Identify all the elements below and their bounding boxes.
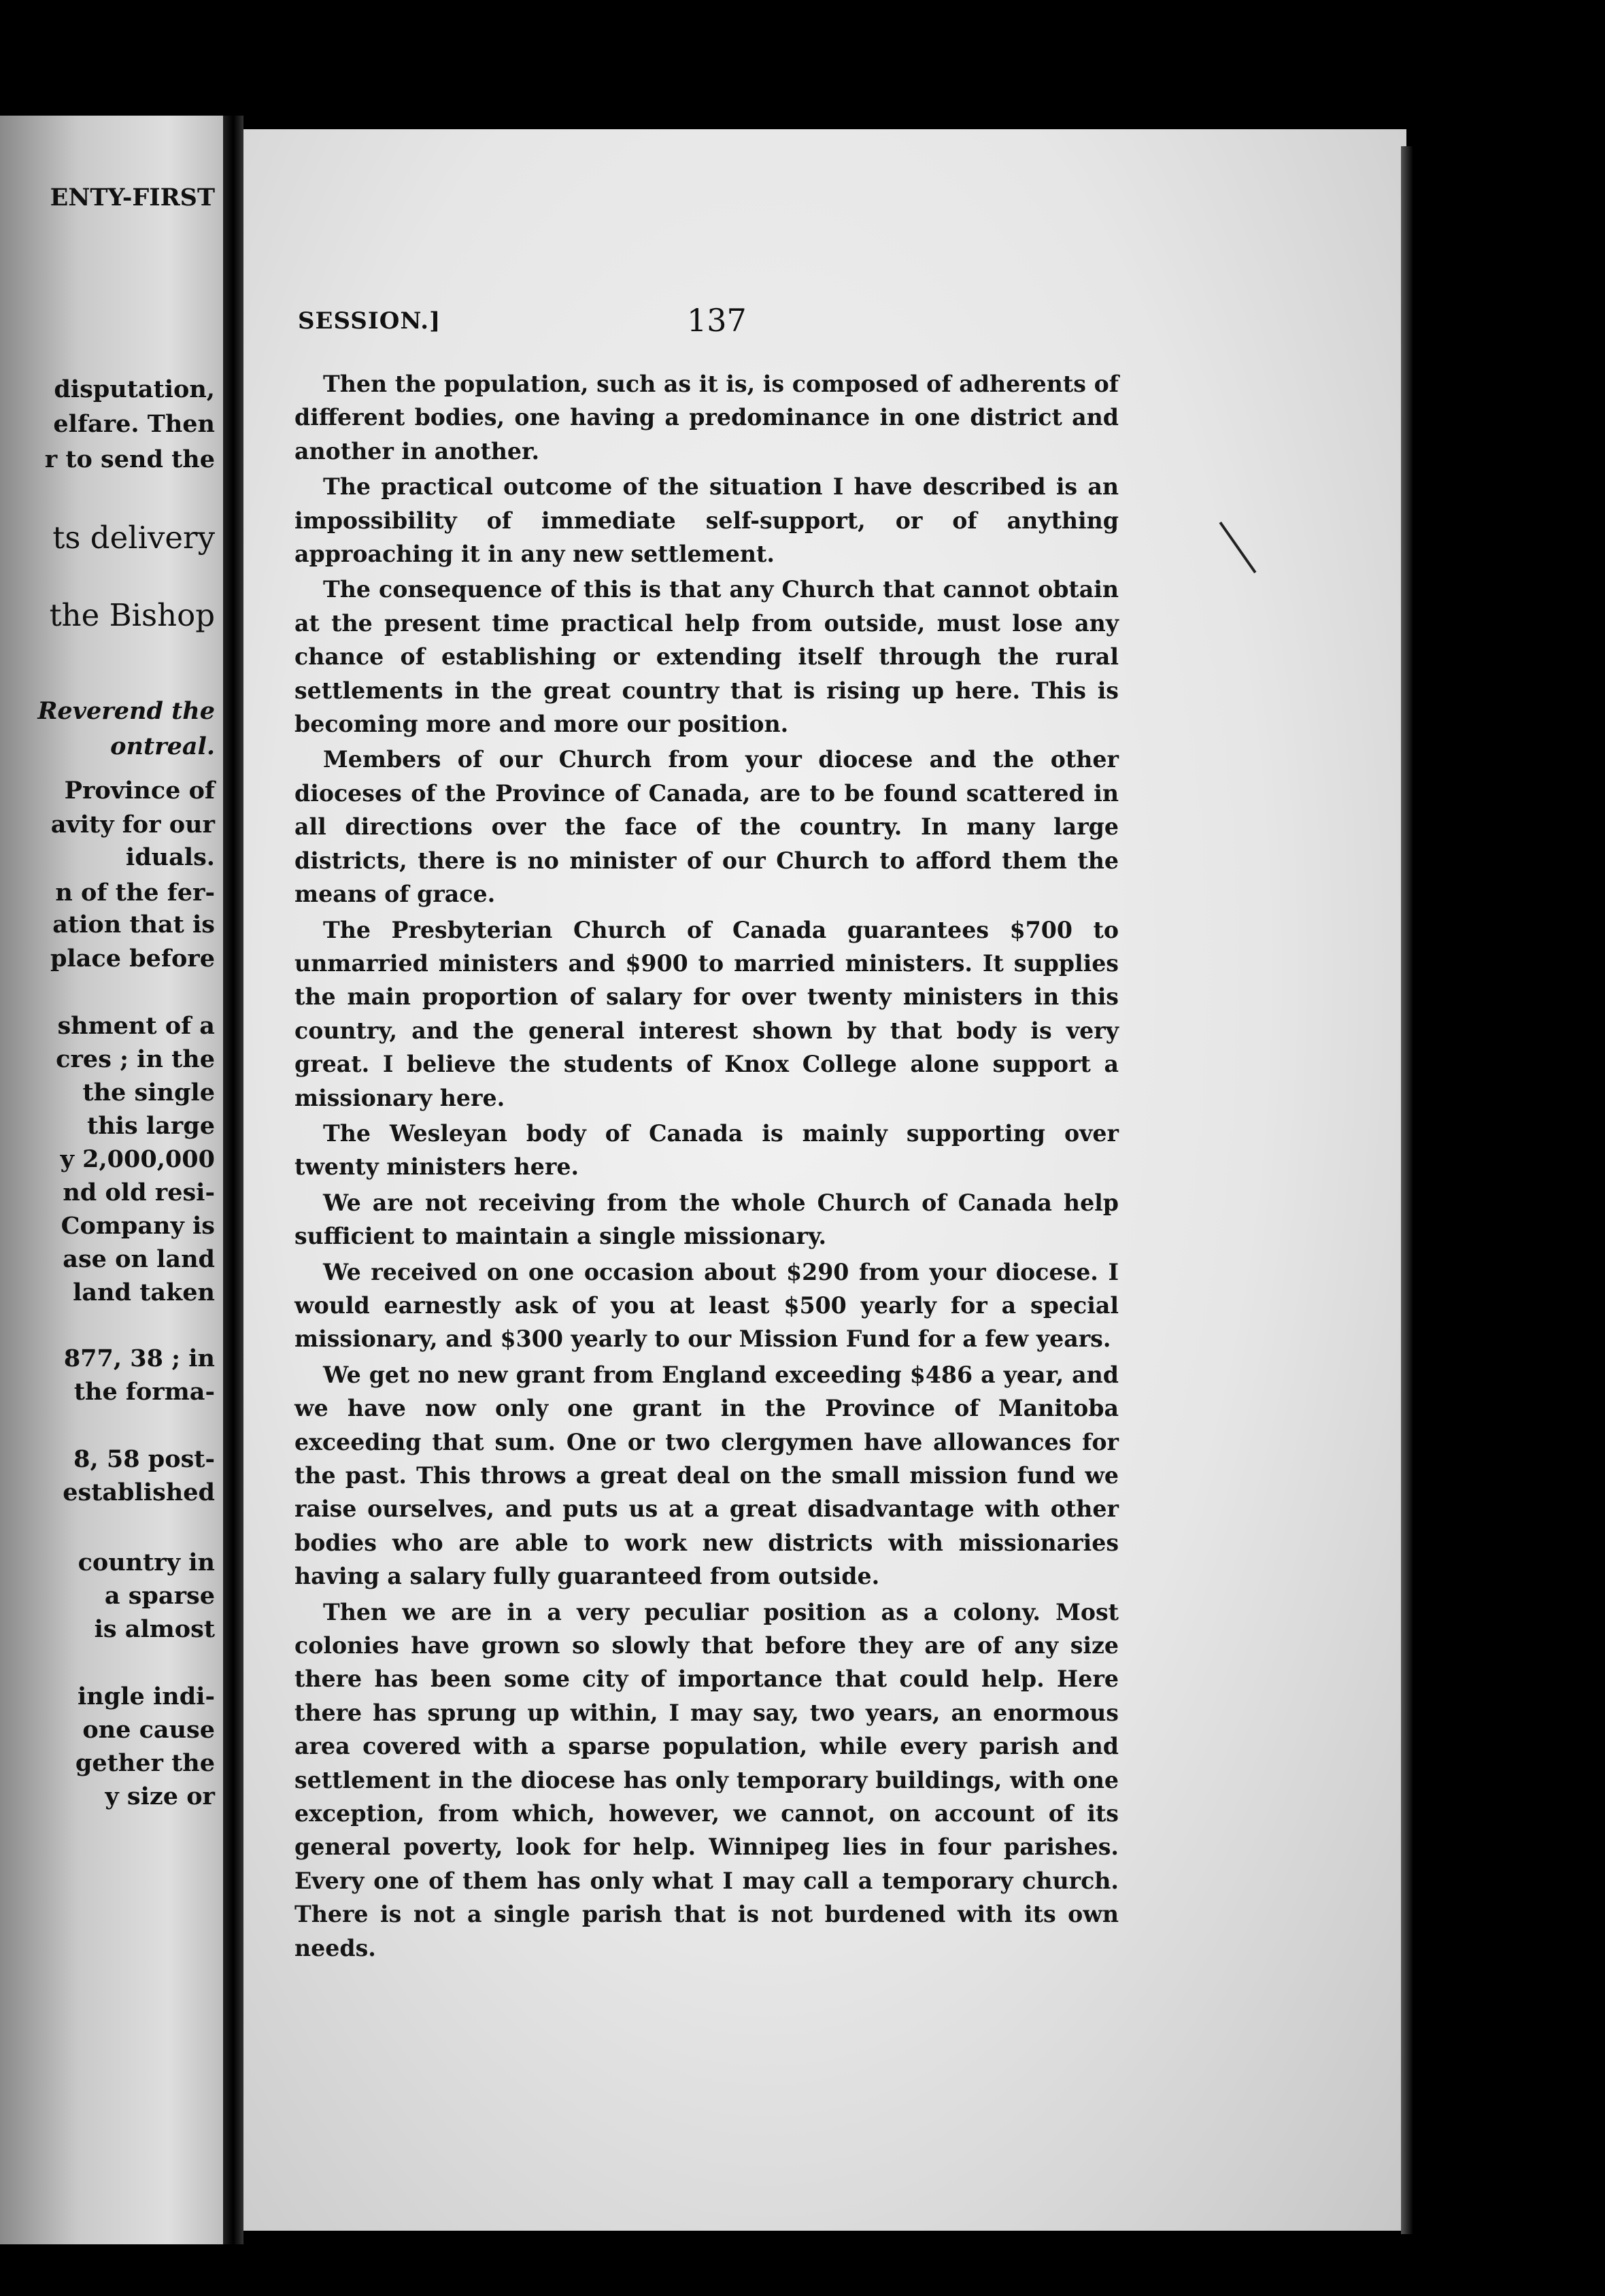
page-header — [298, 302, 1304, 348]
facing-page-line: ation that is — [52, 911, 215, 939]
paragraph: We are not receiving from the whole Church of Canada help sufficient to maintain a single missionary. — [294, 1189, 1119, 1250]
paragraph: The Presbyterian Church of Canada guarantees $700 to unmarried ministers and $900 to married ministers. It supplies the main proportion of salary for over twenty ministers in this country, and the general interest shown by that body is very great. I believe the students of Knox College alone support a missionary here. — [294, 916, 1119, 1111]
facing-page-line: ENTY-FIRST — [50, 184, 215, 212]
facing-page-line: place before — [50, 945, 215, 973]
facing-page-line: disputation, — [54, 375, 215, 403]
document-page — [243, 129, 1406, 2231]
paragraph: Then we are in a very peculiar position as a colony. Most colonies have grown so slowly that before they are of any size there has been some city of importance that could help. Here there has sprung up within, I may say, two years, an enormous area covered with a sparse population, while every parish and settlement in the diocese has only temporary buildings, with one exception, from which, however, we cannot, on account of its general poverty, look for help. Winnipeg lies in four parishes. Every one of them has only what I may call a temporary church. There is not a single parish that is not burdened with its own needs. — [294, 1598, 1119, 1961]
facing-page-line: established — [63, 1479, 215, 1506]
facing-page-line: the forma- — [73, 1378, 215, 1406]
facing-page-line: n of the fer- — [55, 879, 215, 907]
ink-blot — [647, 129, 670, 131]
page-edge-shadow — [1401, 146, 1413, 2234]
facing-page-line: the single — [82, 1079, 215, 1107]
running-head: SESSION.] — [298, 307, 441, 335]
facing-page-line: is almost — [94, 1615, 215, 1643]
facing-page-line: ts delivery — [52, 520, 215, 556]
paragraph: The practical outcome of the situation I have described is an impossibility of immediate self-support, or of anything approaching it in any new settlement. — [294, 473, 1119, 568]
facing-page-line: a sparse — [104, 1582, 215, 1610]
facing-page-line: shment of a — [57, 1012, 215, 1040]
facing-page-line: y 2,000,000 — [60, 1145, 215, 1173]
facing-page-line: land taken — [73, 1279, 215, 1306]
facing-page-line: elfare. Then — [53, 410, 215, 438]
facing-page-line: ase on land — [63, 1245, 215, 1273]
facing-page-line: one cause — [82, 1716, 215, 1744]
facing-page — [0, 116, 224, 2244]
facing-page-line: r to send the — [44, 445, 215, 473]
paragraph: The consequence of this is that any Church that cannot obtain at the present time practical help from outside, must lose any chance of establishing or extending itself through the rural settlements in the great country that is rising up here. This is becoming more and more our position. — [294, 576, 1119, 738]
paragraph: We received on one occasion about $290 from your diocese. I would earnestly ask of you at least $500 yearly for a special missionary, and $300 yearly to our Mission Fund for a few years. — [294, 1258, 1119, 1353]
page-gutter — [223, 116, 243, 2244]
facing-page-line: 877, 38 ; in — [63, 1345, 215, 1372]
body-text — [294, 367, 1119, 1967]
facing-page-line: nd old resi- — [63, 1179, 215, 1206]
facing-page-line: Province of — [64, 777, 215, 805]
paragraph: The Wesleyan body of Canada is mainly supporting over twenty ministers here. — [294, 1119, 1119, 1181]
facing-page-line: this large — [87, 1112, 215, 1140]
facing-page-line: iduals. — [125, 843, 215, 871]
facing-page-line: 8, 58 post- — [73, 1445, 215, 1473]
facing-page-line: country in — [78, 1549, 215, 1576]
paragraph: Then the population, such as it is, is composed of adherents of different bodies, one having a predominance in one district and another in another. — [294, 371, 1119, 465]
facing-page-line: Company is — [61, 1212, 215, 1240]
paragraph: Members of our Church from your diocese and the other dioceses of the Province of Canada, are to be found scattered in all directions over the face of the country. In many large districts, there is no minister of our Church to afford them the means of grace. — [294, 746, 1119, 908]
facing-page-line: gether the — [75, 1749, 215, 1777]
facing-page-line: cres ; in the — [56, 1045, 215, 1073]
facing-page-line: the Bishop — [49, 597, 215, 633]
facing-page-line: avity for our — [50, 811, 215, 839]
facing-page-line: Reverend the — [37, 697, 215, 725]
page-number: 137 — [687, 302, 747, 339]
facing-page-line: ontreal. — [110, 732, 215, 760]
film-scratch — [1219, 522, 1257, 573]
paragraph: We get no new grant from England exceeding $486 a year, and we have now only one grant in the Province of Manitoba exceeding that sum. One or two clergymen have allowances for the past. This throws a great deal on the small mission fund we raise ourselves, and puts us at a great disadvantage with other bodies who are able to work new districts with missionaries having a salary fully guaranteed from outside. — [294, 1361, 1119, 1590]
facing-page-line: ingle indi- — [77, 1683, 215, 1710]
facing-page-line: y size or — [105, 1783, 215, 1810]
